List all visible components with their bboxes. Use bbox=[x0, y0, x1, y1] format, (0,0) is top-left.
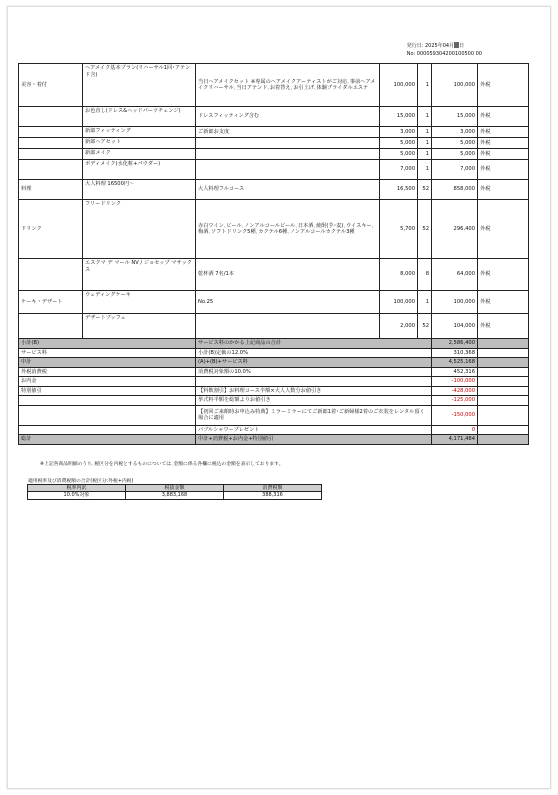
summary-value: -150,000 bbox=[432, 405, 478, 425]
summary-description: 消費税対象額の10.0% bbox=[196, 367, 432, 377]
document-number: No: 000059304200100500 00 bbox=[406, 50, 482, 57]
description-cell bbox=[196, 160, 380, 180]
amount-cell: 104,000 bbox=[432, 314, 478, 339]
item-name-cell: お色直し(ドレス&ヘッドパーツチェンジ) bbox=[83, 107, 196, 127]
summary-value: -100,000 bbox=[432, 377, 478, 387]
item-row bbox=[19, 314, 529, 339]
quantity-cell: 1 bbox=[418, 64, 432, 107]
amount-cell: 15,000 bbox=[432, 107, 478, 127]
quantity-cell: 1 bbox=[418, 149, 432, 160]
summary-description bbox=[196, 377, 432, 387]
summary-value: 4,525,168 bbox=[432, 358, 478, 368]
tax-summary-row bbox=[28, 492, 322, 499]
item-row bbox=[19, 259, 529, 291]
unit-price-cell: 16,500 bbox=[380, 180, 418, 200]
amount-cell: 5,000 bbox=[432, 138, 478, 149]
category-cell bbox=[19, 314, 83, 339]
category-cell: 美容・着付 bbox=[19, 64, 83, 107]
amount-cell: 296,400 bbox=[432, 200, 478, 259]
item-name-cell: エスクマ デ マール NV / ジョセップ マサックス bbox=[83, 259, 196, 291]
discount-row bbox=[19, 405, 529, 425]
description-cell: 乾杯酒 7名/1本 bbox=[196, 259, 380, 291]
description-cell: ご新郎お支度 bbox=[196, 127, 380, 138]
category-cell: ドリンク bbox=[19, 200, 83, 259]
unit-price-cell: 100,000 bbox=[380, 291, 418, 314]
summary-label: 小計(B) bbox=[19, 339, 196, 349]
item-name-cell: フリードリンク bbox=[83, 200, 196, 259]
summary-blank bbox=[478, 377, 529, 387]
summary-description: 【料飲割引】お料理コース半額×大人人数分お値引き bbox=[196, 386, 432, 396]
summary-blank bbox=[478, 339, 529, 349]
summary-description: 挙式料半額を総額よりお値引き bbox=[196, 396, 432, 406]
amount-cell: 7,000 bbox=[432, 160, 478, 180]
subtotal-row bbox=[19, 339, 529, 349]
tax-summary-table bbox=[27, 484, 322, 500]
summary-description: サービス料のかかる上記商品の合計 bbox=[196, 339, 432, 349]
category-cell bbox=[19, 259, 83, 291]
tax-type-cell: 外税 bbox=[478, 314, 529, 339]
item-name-cell: デザートブッフェ bbox=[83, 314, 196, 339]
issue-date: 発行日: 2025年04月 日 bbox=[406, 43, 465, 49]
summary-value: 452,316 bbox=[432, 367, 478, 377]
summary-value: -428,000 bbox=[432, 386, 478, 396]
summary-label: 中計 bbox=[19, 358, 196, 368]
summary-description: バブルシャワープレゼント bbox=[196, 425, 432, 435]
amount-cell: 858,000 bbox=[432, 180, 478, 200]
summary-label bbox=[19, 396, 196, 406]
header-cell: 税率内訳 bbox=[28, 485, 126, 492]
header-cell: 消費税額 bbox=[224, 485, 322, 492]
description-cell bbox=[196, 149, 380, 160]
item-row bbox=[19, 200, 529, 259]
summary-value: -125,000 bbox=[432, 396, 478, 406]
summary-blank bbox=[478, 358, 529, 368]
mid-total-row bbox=[19, 358, 529, 368]
summary-blank bbox=[478, 396, 529, 406]
net-amount-cell: 3,883,168 bbox=[126, 492, 224, 499]
summary-description: (A)+(B)+サービス料 bbox=[196, 358, 432, 368]
description-cell bbox=[196, 138, 380, 149]
tax-type-cell: 外税 bbox=[478, 107, 529, 127]
tax-type-cell: 外税 bbox=[478, 180, 529, 200]
summary-blank bbox=[478, 405, 529, 425]
summary-blank bbox=[478, 425, 529, 435]
summary-label: 外税消費税 bbox=[19, 367, 196, 377]
summary-value: 310,368 bbox=[432, 348, 478, 358]
description-cell bbox=[196, 314, 380, 339]
quantity-cell: 1 bbox=[418, 127, 432, 138]
item-row bbox=[19, 180, 529, 200]
summary-label bbox=[19, 425, 196, 435]
summary-value: 2,586,400 bbox=[432, 339, 478, 349]
item-name-cell: 新郎メイク bbox=[83, 149, 196, 160]
summary-description: 中計+消費税+お内金+特別値引 bbox=[196, 435, 432, 445]
unit-price-cell: 100,000 bbox=[380, 64, 418, 107]
unit-price-cell: 3,000 bbox=[380, 127, 418, 138]
amount-cell: 100,000 bbox=[432, 291, 478, 314]
amount-cell: 5,000 bbox=[432, 149, 478, 160]
amount-cell: 64,000 bbox=[432, 259, 478, 291]
summary-blank bbox=[478, 386, 529, 396]
description-cell: ドレスフィッティング含む bbox=[196, 107, 380, 127]
tax-type-cell: 外税 bbox=[478, 291, 529, 314]
item-name-cell: 新郎ヘアセット bbox=[83, 138, 196, 149]
summary-value: 4,171,484 bbox=[432, 435, 478, 445]
tax-type-cell: 外税 bbox=[478, 64, 529, 107]
tax-type-cell: 外税 bbox=[478, 160, 529, 180]
item-name-cell: ウェディングケーキ bbox=[83, 291, 196, 314]
tax-summary-header bbox=[28, 485, 322, 492]
quantity-cell: 1 bbox=[418, 107, 432, 127]
tax-note: ※上記各商品明細のうち､税区分を内税とするものについては､金額に係る各欄に税込の金額を表示しております。 bbox=[40, 462, 284, 467]
item-row bbox=[19, 149, 529, 160]
summary-description: 小計(B)定価の12.0% bbox=[196, 348, 432, 358]
quantity-cell: 8 bbox=[418, 259, 432, 291]
category-cell: ケーキ・デザート bbox=[19, 291, 83, 314]
summary-label: 特別値引 bbox=[19, 386, 196, 396]
category-cell: 料理 bbox=[19, 180, 83, 200]
summary-label bbox=[19, 405, 196, 425]
summary-blank bbox=[478, 367, 529, 377]
unit-price-cell: 5,700 bbox=[380, 200, 418, 259]
quantity-cell: 52 bbox=[418, 314, 432, 339]
unit-price-cell: 7,000 bbox=[380, 160, 418, 180]
discount-row bbox=[19, 425, 529, 435]
item-row bbox=[19, 138, 529, 149]
grand-total-row bbox=[19, 435, 529, 445]
summary-blank bbox=[478, 435, 529, 445]
quantity-cell: 52 bbox=[418, 180, 432, 200]
description-cell: No.25 bbox=[196, 291, 380, 314]
description-cell: 大人料理フルコース bbox=[196, 180, 380, 200]
item-name-cell: ボディメイク(水化粧+パウダー) bbox=[83, 160, 196, 180]
tax-type-cell: 外税 bbox=[478, 127, 529, 138]
item-name-cell: 新郎フィッティング bbox=[83, 127, 196, 138]
unit-price-cell: 2,000 bbox=[380, 314, 418, 339]
issue-info bbox=[407, 42, 482, 58]
category-cell bbox=[19, 127, 83, 138]
item-row bbox=[19, 64, 529, 107]
item-name-cell: 大人料理 16500円〜 bbox=[83, 180, 196, 200]
quantity-cell: 1 bbox=[418, 291, 432, 314]
amount-cell: 3,000 bbox=[432, 127, 478, 138]
item-row bbox=[19, 107, 529, 127]
tax-summary-title: 適用税率及び消費税額の合計(税区分:外税+内税) bbox=[28, 479, 134, 484]
item-name-cell: ヘアメイク基本プラン(リハーサル1回･アテンド含) bbox=[83, 64, 196, 107]
summary-label: サービス料 bbox=[19, 348, 196, 358]
external-tax-row bbox=[19, 367, 529, 377]
category-cell bbox=[19, 160, 83, 180]
tax-type-cell: 外税 bbox=[478, 149, 529, 160]
deposit-row bbox=[19, 377, 529, 387]
summary-value: 0 bbox=[432, 425, 478, 435]
summary-label: 総計 bbox=[19, 435, 196, 445]
summary-blank bbox=[478, 348, 529, 358]
tax-type-cell: 外税 bbox=[478, 138, 529, 149]
category-cell bbox=[19, 107, 83, 127]
tax-amount-cell: 388,316 bbox=[224, 492, 322, 499]
discount-row bbox=[19, 396, 529, 406]
item-row bbox=[19, 127, 529, 138]
description-cell: 当日ヘアメイクセット ※専属のヘアメイクアーティストがご対応､事前ヘアメイクリハーサル､当日アテンド､お着替え､お引上げ､体験ブライダルエステ bbox=[196, 64, 380, 107]
header-cell: 税抜金額 bbox=[126, 485, 224, 492]
quantity-cell: 1 bbox=[418, 138, 432, 149]
service-charge-row bbox=[19, 348, 529, 358]
tax-rate-cell: 10.0%対象 bbox=[28, 492, 126, 499]
tax-type-cell: 外税 bbox=[478, 200, 529, 259]
tax-type-cell: 外税 bbox=[478, 259, 529, 291]
amount-cell: 100,000 bbox=[432, 64, 478, 107]
item-row bbox=[19, 160, 529, 180]
unit-price-cell: 5,000 bbox=[380, 138, 418, 149]
discount-row bbox=[19, 386, 529, 396]
item-row bbox=[19, 291, 529, 314]
category-cell bbox=[19, 138, 83, 149]
summary-label: お内金 bbox=[19, 377, 196, 387]
description-cell: 赤白ワイン､ビール､ノンアルコールビール､日本酒､焼酎(芋･麦)､ウイスキー､梅酒､ソフトドリンク5種､カクテル6種､ノンアルコールカクテル3種 bbox=[196, 200, 380, 259]
unit-price-cell: 5,000 bbox=[380, 149, 418, 160]
unit-price-cell: 8,000 bbox=[380, 259, 418, 291]
category-cell bbox=[19, 149, 83, 160]
summary-description: 【初回ご来館時お申込み特典】ミラーミラーにてご新郎1着･ご新婦様2着のご衣装をレンタル頂く場合に適用 bbox=[196, 405, 432, 425]
invoice-table bbox=[18, 63, 529, 445]
quantity-cell: 52 bbox=[418, 200, 432, 259]
quantity-cell: 1 bbox=[418, 160, 432, 180]
unit-price-cell: 15,000 bbox=[380, 107, 418, 127]
